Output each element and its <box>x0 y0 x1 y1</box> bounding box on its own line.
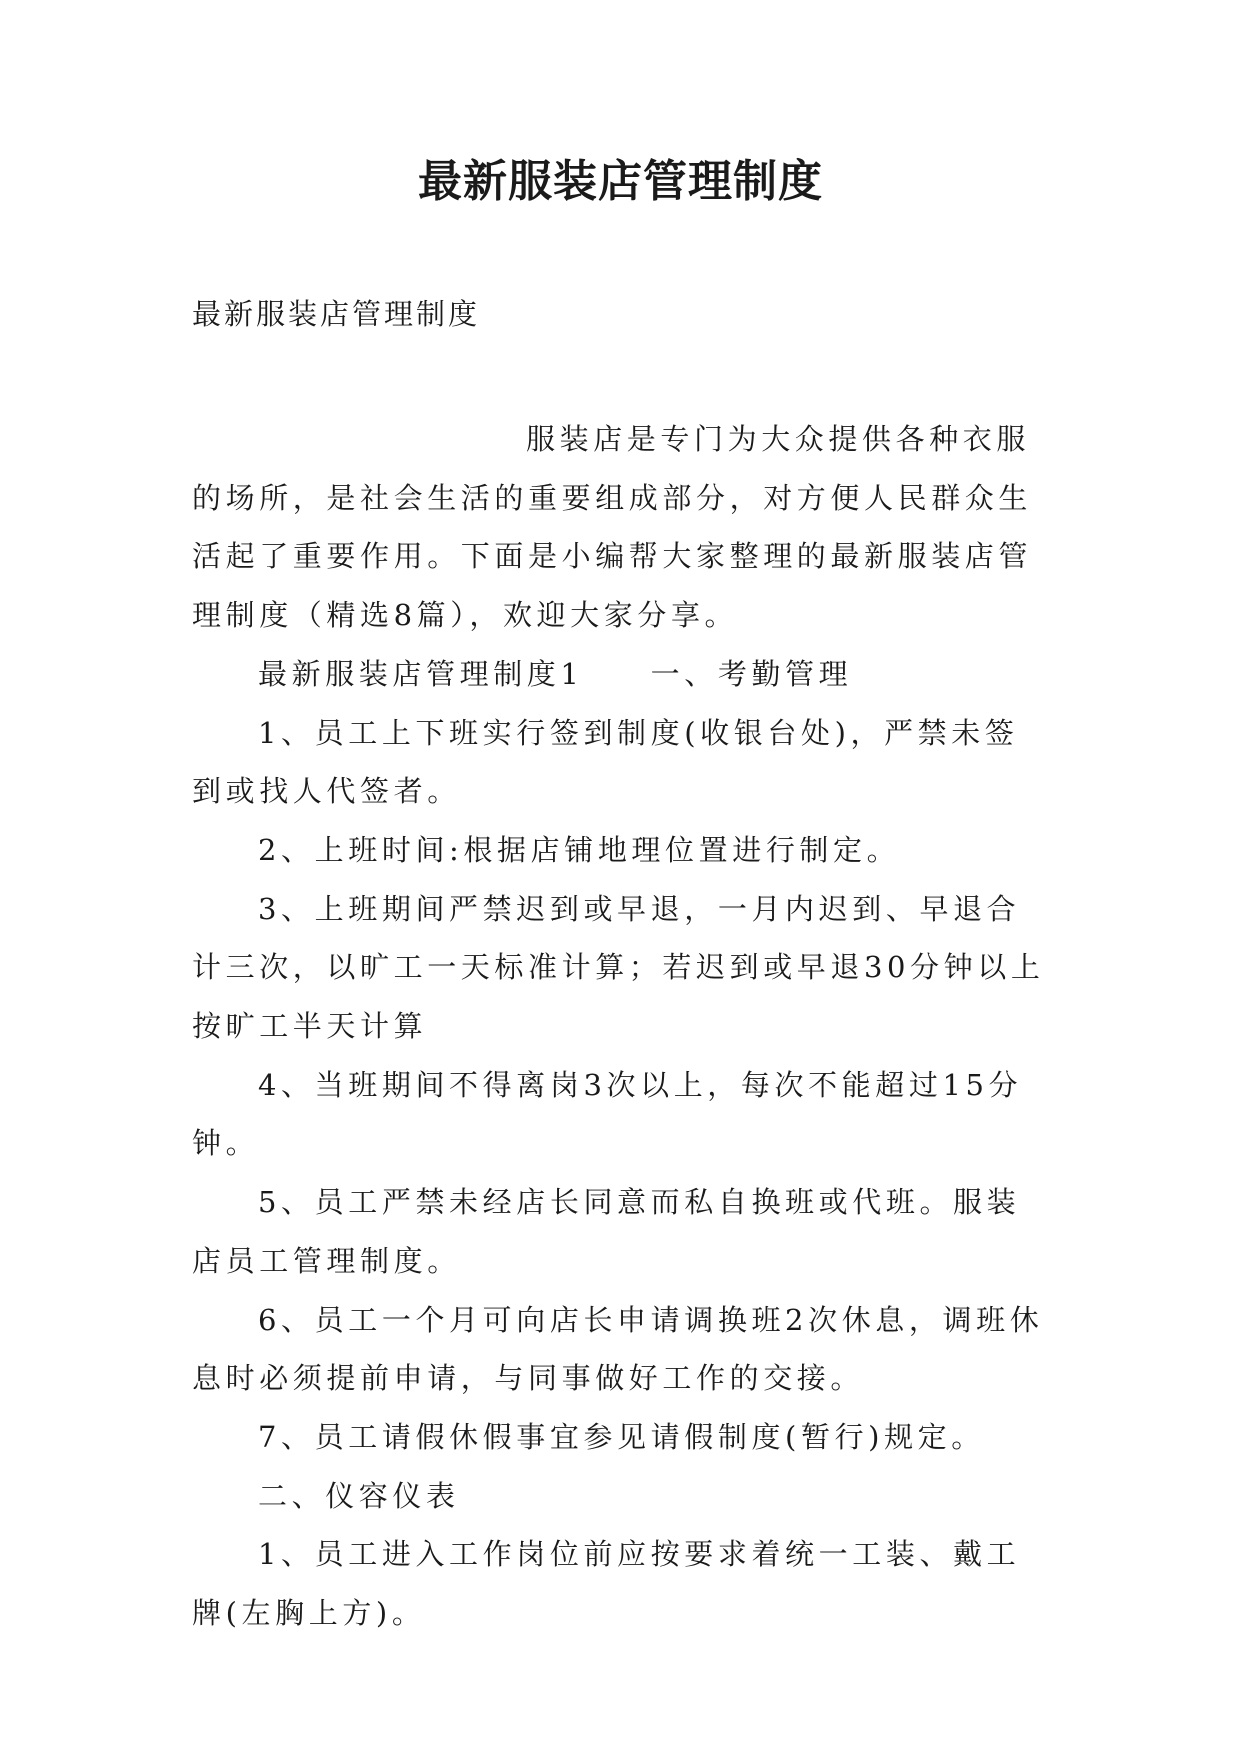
rule-paragraph: 4、当班期间不得离岗3次以上，每次不能超过15分钟。 <box>192 1067 1023 1161</box>
rule-paragraph: 6、员工一个月可向店长申请调换班2次休息，调班休息时必须提前申请，与同事做好工作的交接。 <box>192 1302 1044 1396</box>
rule-paragraph: 7、员工请假休假事宜参见请假制度(暂行)规定。 <box>258 1419 985 1454</box>
document-subtitle: 最新服装店管理制度 <box>192 297 481 331</box>
section-heading-attendance: 最新服装店管理制度1 一、考勤管理 <box>258 656 853 691</box>
document-body <box>192 410 1050 1643</box>
section-heading-appearance: 二、仪容仪表 <box>258 1478 460 1513</box>
rule-paragraph: 5、员工严禁未经店长同意而私自换班或代班。服装店员工管理制度。 <box>192 1185 1021 1278</box>
document-title: 最新服装店管理制度 <box>418 156 823 207</box>
rule-paragraph: 1、员工上下班实行签到制度(收银台处)，严禁未签到或找人代签者。 <box>192 715 1019 809</box>
rule-paragraph: 3、上班期间严禁迟到或早退，一月内迟到、早退合计三次，以旷工一天标准计算；若迟到或早退30分钟以上按旷工半天计算 <box>192 891 1045 1044</box>
rule-paragraph: 2、上班时间:根据店铺地理位置进行制定。 <box>258 832 901 867</box>
intro-paragraph: 服装店是专门为大众提供各种衣服的场所，是社会生活的重要组成部分，对方便人民群众生活起了重要作用。下面是小编帮大家整理的最新服装店管理制度（精选8篇），欢迎大家分享。 <box>192 422 1033 633</box>
rule-paragraph: 1、员工进入工作岗位前应按要求着统一工装、戴工牌(左胸上方)。 <box>192 1537 1021 1631</box>
